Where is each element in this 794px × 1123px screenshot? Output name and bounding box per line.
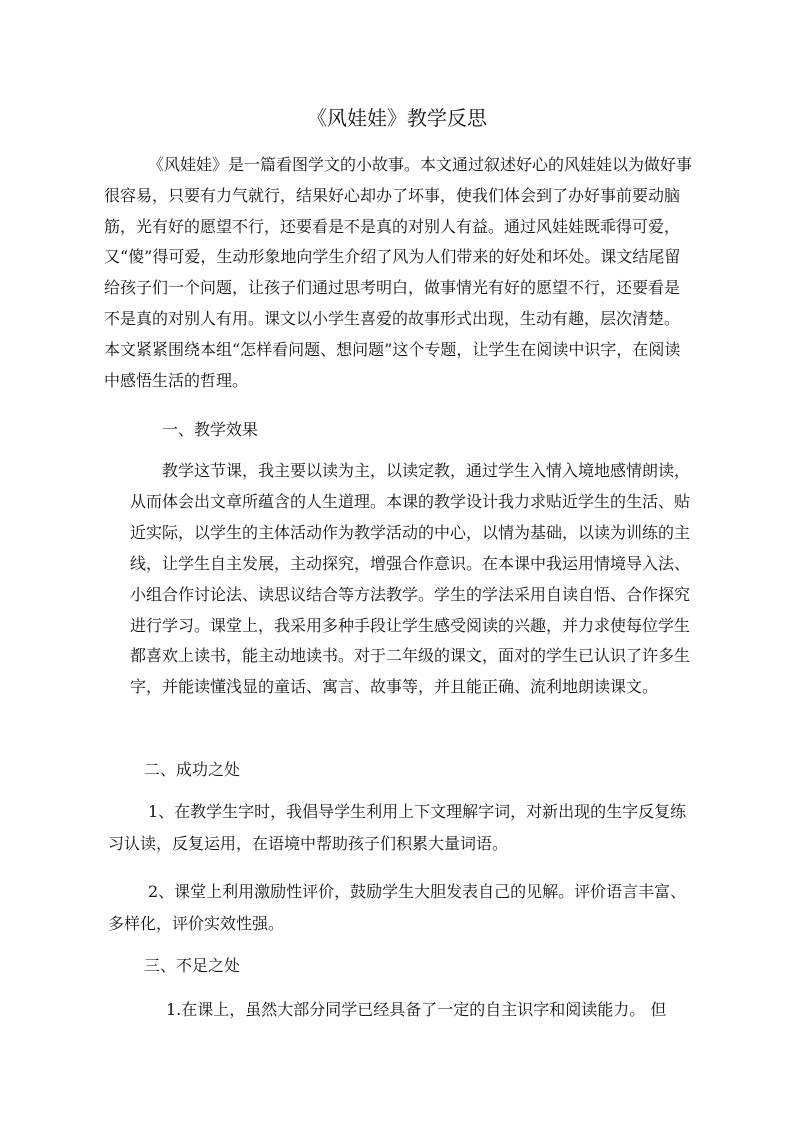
intro-paragraph: 《风娃娃》是一篇看图学文的小故事。本文通过叙述好心的风娃娃以为做好事很容易，只要有力气就行，结果好心却办了坏事，使我们体会到了办好事前要动脑筋，光有好的愿望不行，还要看是不是真的对别人有益。通过风娃娃既乖得可爱，又“傻”得可爱，生动形象地向学生介绍了风为人们带来的好处和坏处。课文结尾留给孩子们一个问题，让孩子们通过思考明白，做事情光有好的愿望不行，还要看是不是真的对别人有用。课文以小学生喜爱的故事形式出现，生动有趣，层次清楚。本文紧紧围绕本组“怎样看问题、想问题”这个专题，让学生在阅读中识字，在阅读中感悟生活的哲理。 bbox=[104, 155, 693, 390]
section-heading-teaching-effect: 一、教学效果 bbox=[162, 420, 259, 439]
success-item-2: 2、课堂上利用激励性评价，鼓励学生大胆发表自己的见解。评价语言丰富、多样化，评价实效性强。 bbox=[108, 882, 687, 933]
document-title: 《风娃娃》教学反思 bbox=[307, 106, 487, 130]
teaching-effect-paragraph: 教学这节课，我主要以读为主，以读定教，通过学生入情入境地感情朗读，从而体会出文章所蕴含的人生道理。本课的教学设计我力求贴近学生的生活、贴近实际，以学生的主体活动作为教学活动的中心，以情为基础，以读为训练的主线，让学生自主发展，主动探究，增强合作意识。在本课中我运用情境导入法、小组合作讨论法、读思议结合等方法教学。学生的学法采用自读自悟、合作探究进行学习。课堂上，我采用多种手段让学生感受阅读的兴趣，并力求使每位学生都喜欢上读书，能主动地读书。对于二年级的课文，面对的学生已认识了许多生字，并能读懂浅显的童话、寓言、故事等，并且能正确、流利地朗读课文。 bbox=[130, 461, 691, 697]
shortcoming-item-1: 1.在课上，虽然大部分同学已经具备了一定的自主识字和阅读能力。 但 bbox=[166, 1000, 667, 1019]
success-item-1: 1、在教学生字时，我倡导学生利用上下文理解字词，对新出现的生字反复练习认读，反复运用，在语境中帮助孩子们积累大量词语。 bbox=[108, 802, 687, 853]
section-heading-successes: 二、成功之处 bbox=[144, 760, 241, 779]
section-heading-shortcomings: 三、不足之处 bbox=[144, 956, 241, 975]
